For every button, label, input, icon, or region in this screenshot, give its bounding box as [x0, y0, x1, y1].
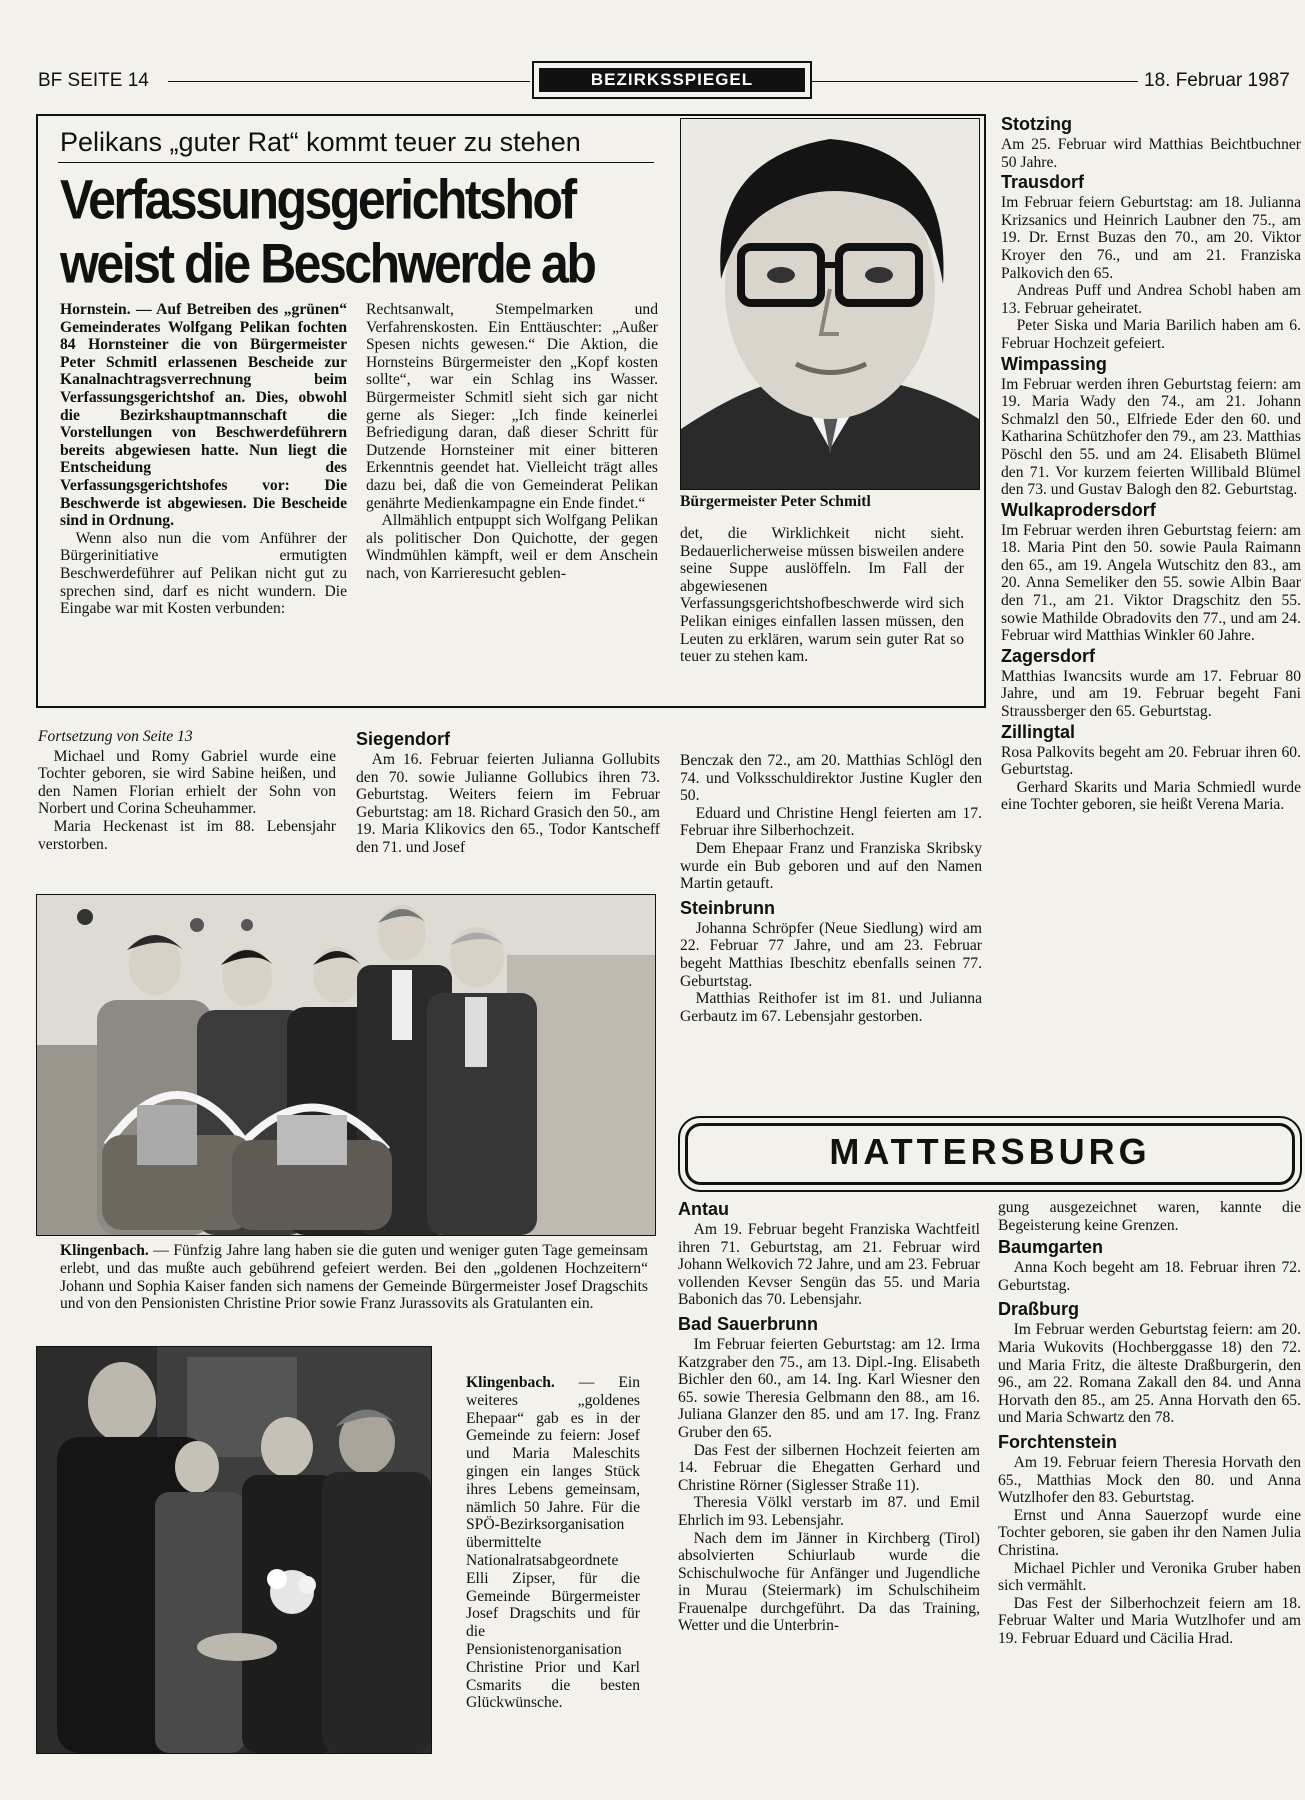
- page-label: BF SEITE 14: [38, 70, 149, 91]
- entry-text: Nach dem im Jänner in Kirchberg (Tirol) absolvierten Schiurlaub wurde die Schischulwoche für Anfänger und Jugendliche in Murau (Steiermark) im Schulschiheim Frauenalpe durchgeführt. Da das Training, Wetter und die Unterbrin-: [678, 1529, 980, 1635]
- continuation-label: Fortsetzung von Seite 13: [38, 728, 193, 745]
- lead-column-2: [366, 301, 658, 583]
- entry-text: Im Februar feiern Geburtstag: am 18. Julianna Krizsanics und Heinrich Laubner den 75., am 19. Dr. Ernst Buzas den 70., am 20. Viktor Kroyer den 76., und am 21. Franziska Palkovich den 65.: [1001, 194, 1301, 282]
- city-heading: Stotzing: [1001, 114, 1072, 134]
- lead-column-3: [680, 525, 964, 666]
- entry-text: Im Februar werden Geburtstag feiern: am 20. Maria Wukovits (Hochberggasse 18) den 72. und Maria Fritz, die älteste Draßburgerin, den 96., am 22. Romana Zakall den 84. und Anna Horvath den 85., am 25. Anna Horvath den 65. und Maria Schwartz den 78.: [998, 1321, 1301, 1427]
- entry-text: Peter Siska und Maria Barilich haben am 6. Februar Hochzeit gefeiert.: [1001, 317, 1301, 352]
- portrait-caption: Bürgermeister Peter Schmitl: [680, 493, 871, 510]
- entry-text: Matthias Reithofer ist im 81. und Julianna Gerbautz im 67. Lebensjahr gestorben.: [680, 990, 982, 1025]
- lead-column-1: [60, 301, 347, 618]
- entry-text: Anna Koch begeht am 18. Februar ihren 72. Geburtstag.: [998, 1259, 1301, 1294]
- city-heading: Steinbrunn: [680, 897, 775, 918]
- entry-text: Im Februar werden ihren Geburtstag feiern: am 19. Maria Wady den 74., am 21. Johann Schmalzl den 50., Elfriede Eder den 60. und Katharina Schützhofer den 79., am 23. Matthias Pöschl den 55. und am 24. Elisabeth Blümel den 71. Vor kurzem feierten Willibald Blümel den 73. und Gustav Balogh den 82. Geburtstag.: [1001, 375, 1301, 499]
- city-heading: Zillingtal: [1001, 721, 1075, 742]
- siegendorf-block: [356, 728, 660, 857]
- city-heading: Siegendorf: [356, 729, 451, 749]
- city-heading: Forchtenstein: [998, 1431, 1118, 1452]
- city-heading: Bad Sauerbrunn: [678, 1313, 819, 1334]
- kicker-rule: [58, 162, 654, 163]
- city-heading: Baumgarten: [998, 1237, 1104, 1258]
- caption-place: Klingenbach.: [466, 1374, 555, 1391]
- golden-wedding-photo-2: [36, 1346, 432, 1754]
- section-label: BEZIRKSSPIEGEL: [539, 68, 805, 92]
- lead-kicker: Pelikans „guter Rat“ kommt teuer zu stehen: [60, 127, 581, 157]
- entry-text: Im Februar werden ihren Geburtstag feiern: am 18. Maria Pint den 50. sowie Paula Raimann den 65., am 19. Angela Wutschitz den 83., am 20. Anna Semeliker den 55. sowie Albin Baar den 71., am 21. Viktor Dragschitz den 55. sowie Mathilde Obradovits den 77., und am 24. Februar wird Matthias Winkler 60 Jahre.: [1001, 521, 1301, 645]
- entry-text: Am 19. Februar begeht Franziska Wachtfeitl ihren 71. Geburtstag, am 21. Februar wird Johann Welkovich 72 Jahre, und am 23. Februar vollenden Kevser Sengün das 55. und Maria Babonich das 70. Lebensjahr.: [678, 1221, 980, 1309]
- lead-intro: Hornstein. — Auf Betreiben des „grünen“ Gemeinderates Wolfgang Pelikan fochten 84 Hornsteiner die von Bürgermeister Peter Schmitl erlassenen Bescheide zur Kanalnachtragsverrechnung beim Verfassungsgerichtshof an. Dies, obwohl die Bezirkshauptmannschaft die Vorstellungen von Beschwerdeführern bereits abgewiesen hatte. Nun liegt die Entscheidung des Verfassungsgerichtshofes vor: Die Beschwerde ist abgewiesen. Die Bescheide sind in Ordnung.: [60, 301, 347, 530]
- entry-text: Eduard und Christine Hengl feierten am 17. Februar ihre Silberhochzeit.: [680, 804, 982, 840]
- entry-stotzing: [1001, 113, 1301, 171]
- handshake-photo-illustration: [37, 1347, 431, 1753]
- entry-text: Das Fest der silbernen Hochzeit feierten am 14. Februar die Ehegatten Gerhard und Christine Rörner (Siglesser Straße 11).: [678, 1441, 980, 1494]
- entry-zillingtal: [1001, 721, 1301, 814]
- lead-headline-1: Verfassungsgerichtshof: [60, 168, 575, 231]
- mattersburg-column-2: [998, 1199, 1301, 1647]
- city-heading: Draßburg: [998, 1299, 1079, 1320]
- lead-paragraph: Wenn also nun die vom Anführer der Bürgerinitiative ermutigten Beschwerdeführer auf Pelikan nicht gut zu sprechen sind, darf es nicht wundern. Die Eingabe war mit Kosten verbunden:: [60, 529, 347, 618]
- middle-column: [680, 752, 982, 1025]
- header-rule-left: [168, 81, 530, 82]
- entry-text: Matthias Iwancsits wurde am 17. Februar 80 Jahre, und am 19. Februar begeht Fani Straussberger den 65. Geburtstag.: [1001, 667, 1301, 721]
- entry-text: Das Fest der Silberhochzeit feiern am 18. Februar Walter und Maria Wutzlhofer und am 19. Februar Eduard und Cäcilia Hrad.: [998, 1594, 1301, 1647]
- mattersburg-banner: [678, 1116, 1302, 1192]
- entry-text: Theresia Völkl verstarb im 87. und Emil Ehrlich im 93. Lebensjahr.: [678, 1494, 980, 1529]
- entry-text: Michael Pichler und Veronika Gruber haben sich vermählt.: [998, 1559, 1301, 1595]
- caption-text: — Fünfzig Jahre lang haben sie die guten und weniger guten Tage gemeinsam erlebt, und das mußte auch gebührend gefeiert werden. Bei den „goldenen Hochzeitern“ Johann und Sophia Kaiser fanden sich namens der Gemeinde Bürgermeister Josef Dragschits und von den Pensionisten Christine Prior sowie Franz Jurassovits als Gratulanten ein.: [60, 1242, 648, 1313]
- entry-zagersdorf: [1001, 645, 1301, 721]
- entry-text: Benczak den 72., am 20. Matthias Schlögl den 74. und Volksschuldirektor Justine Kugler den 50.: [680, 752, 982, 805]
- portrait-photo: [680, 118, 980, 490]
- city-heading: Zagersdorf: [1001, 645, 1096, 666]
- continuation-block: [38, 728, 336, 853]
- entry-text: Andreas Puff und Andrea Schobl haben am 13. Februar geheiratet.: [1001, 282, 1301, 317]
- entry-text: Gerhard Skarits und Maria Schmiedl wurde eine Tochter geboren, sie heißt Verena Maria.: [1001, 778, 1301, 814]
- caption-text: — Ein weiteres „goldenes Ehepaar“ gab es in der Gemeinde zu feiern: Josef und Maria Maleschits gingen ein langes Stück ihres Lebens gemeinsam, nämlich 50 Jahre. Für die SPÖ-Bezirksorganisation übermittelte Nationalratsabgeordnete Elli Zipser, für die Gemeinde Bürgermeister Josef Dragschits und für die Pensionistenorganisation Christine Prior und Karl Csmarits die besten Glückwünsche.: [466, 1374, 640, 1712]
- golden-wedding-caption-2: [466, 1374, 640, 1712]
- entry-text: gung ausgezeichnet waren, kannte die Begeisterung keine Grenzen.: [998, 1199, 1301, 1234]
- entry-text: Michael und Romy Gabriel wurde eine Tochter geboren, sie wird Sabine heißen, und den Namen Florian erhielt der Sohn von Norbert und Corina Scheuhammer.: [38, 747, 336, 818]
- issue-date: 18. Februar 1987: [1144, 70, 1290, 91]
- entry-trausdorf: [1001, 171, 1301, 352]
- entry-wulkaprodersdorf: [1001, 499, 1301, 645]
- city-heading: Wulkaprodersdorf: [1001, 499, 1156, 520]
- city-heading: Wimpassing: [1001, 353, 1107, 374]
- caption-place: Klingenbach.: [60, 1242, 149, 1259]
- entry-text: Ernst und Anna Sauerzopf wurde eine Tochter geboren, sie gaben ihr den Namen Julia Christina.: [998, 1506, 1301, 1559]
- entry-text: Am 16. Februar feierten Julianna Gollubits den 70. sowie Julianne Gollubics ihren 73. Geburtstag. Weiters feiern im Februar Geburtstag: am 18. Richard Grasich den 50., am 19. Maria Klikovics den 65., Todor Kantscheff den 71. und Josef: [356, 751, 660, 856]
- header-rule-right: [812, 81, 1138, 82]
- entry-text: Im Februar feierten Geburtstag: am 12. Irma Katzgraber den 75., am 13. Dipl.-Ing. Elisabeth Bichler den 60., am 14. Ing. Karl Wiesner den 65. sowie Theresia Gelbmann den 88., am 16. Juliana Glanzer den 85. und am 17. Ing. Franz Gruber den 65.: [678, 1335, 980, 1441]
- entry-text: Johanna Schröpfer (Neue Siedlung) wird am 22. Februar 77 Jahre, und am 23. Februar begeht Matthias Ibeschitz ebenfalls seinen 77. Geburtstag.: [680, 919, 982, 990]
- group-photo-illustration: [37, 895, 655, 1235]
- lead-headline-2: weist die Beschwerde ab: [60, 232, 595, 295]
- entry-text: Am 25. Februar wird Matthias Beichtbuchner 50 Jahre.: [1001, 136, 1301, 171]
- mattersburg-column-1: [678, 1198, 980, 1635]
- entry-text: Am 19. Februar feiern Theresia Horvath den 65., Matthias Mock den 80. und Anna Wutzlhofer den 83. Geburtstag.: [998, 1453, 1301, 1507]
- lead-paragraph: Allmählich entpuppt sich Wolfgang Pelikan als politischer Don Quichotte, der gegen Windmühlen kämpft, weil er dem Anschein nach, von Karrieresucht geblen-: [366, 512, 658, 582]
- city-heading: Trausdorf: [1001, 172, 1085, 193]
- lead-paragraph: Rechtsanwalt, Stempelmarken und Verfahrenskosten. Ein Enttäuschter: „Außer Spesen nichts gewesen.“ Die Aktion, die Hornsteins Bürgermeister den „Kopf kosten sollte“, war ein Schlag ins Wasser. Bürgermeister Schmitl sieht sich gar nicht gerne als Sieger: „Ich finde keinerlei Befriedigung daran, daß dieser Schritt für Dutzende Hornsteiner mit einer bitteren Erkenntnis geendet hat. Vielleicht trägt alles dazu bei, daß die von Gemeinderat Pelikan genährte Medienkampagne ein Ende findet.“: [366, 301, 658, 512]
- entry-text: Dem Ehepaar Franz und Franziska Skribsky wurde ein Bub geboren und auf den Namen Martin getauft.: [680, 839, 982, 893]
- golden-wedding-caption-1: [60, 1242, 648, 1313]
- golden-wedding-photo-1: [36, 894, 656, 1236]
- section-box: [532, 61, 812, 99]
- entry-wimpassing: [1001, 353, 1301, 499]
- portrait-illustration: [681, 119, 979, 489]
- right-column-top: [1001, 113, 1301, 814]
- city-heading: Antau: [678, 1199, 729, 1219]
- lead-paragraph: det, die Wirklichkeit nicht sieht. Bedauerlicherweise müssen bisweilen andere seine Suppe auslöffeln. Im Fall der abgewiesenen Verfassungsgerichtshofbeschwerde wird sich Pelikan einiges einfallen lassen müssen, den Leuten zu erklären, warum sein guter Rat so teuer zu stehen kam.: [680, 525, 964, 666]
- banner-title: MATTERSBURG: [829, 1131, 1151, 1172]
- entry-text: Rosa Palkovits begeht am 20. Februar ihren 60. Geburtstag.: [1001, 743, 1301, 779]
- entry-text: Maria Heckenast ist im 88. Lebensjahr verstorben.: [38, 817, 336, 853]
